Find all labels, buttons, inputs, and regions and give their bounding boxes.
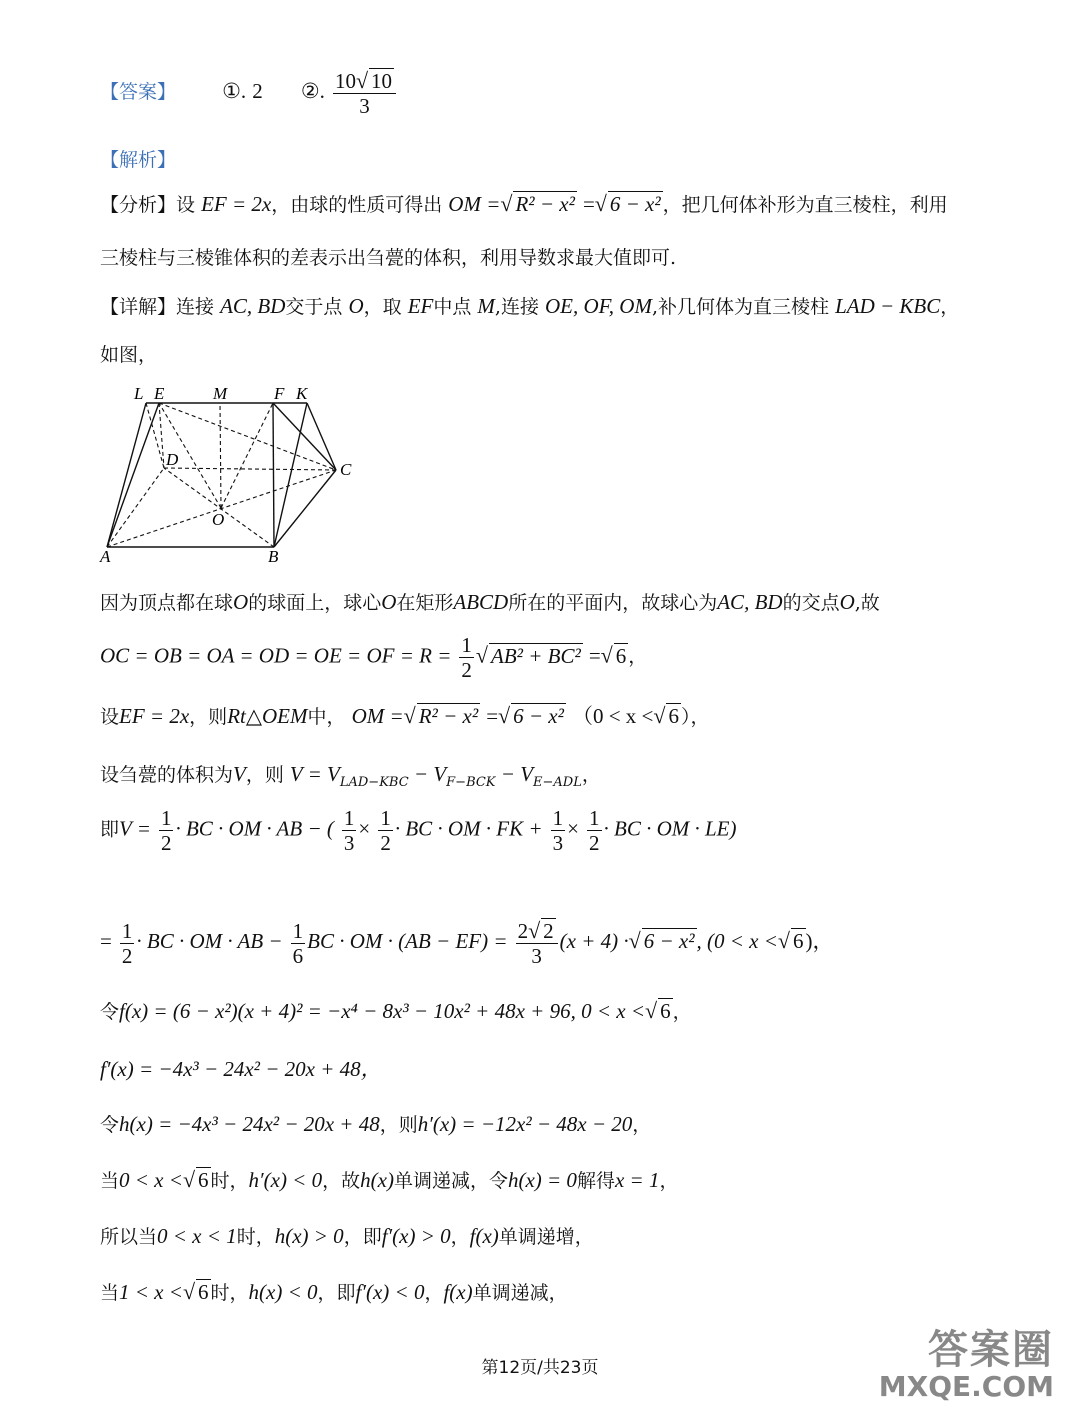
s6-rad2: 6: [793, 929, 804, 954]
xj-t6: ,补几何体为直三棱柱: [651, 296, 830, 318]
s2-frac-den: 2: [461, 658, 472, 683]
s3-cond-close: ），: [680, 706, 710, 728]
watermark-url: MXQE.COM: [878, 1370, 1054, 1403]
answer-tag: 【答案】: [100, 81, 177, 104]
answer-item2-radicand: 10: [371, 69, 393, 93]
s6-t5: )，: [805, 929, 834, 954]
s1-d: 所在的平面内，故球心为: [508, 592, 718, 614]
s12-a: 当: [100, 1282, 120, 1304]
edge-DC: [164, 468, 336, 470]
xiangjie-tag: 【详解】: [100, 296, 177, 318]
s11-a: 所以当: [100, 1226, 158, 1248]
s4-eq: V = V: [289, 762, 340, 786]
step-2: OC = OB = OA = OD = OE = OF = R = $\frac{1}{2}$ √ AB² + BC² =√ 6 ，: [100, 633, 648, 683]
step-8: [100, 1053, 382, 1083]
xj-e3: EF: [407, 294, 434, 318]
analysis-heading: [100, 145, 176, 172]
s3-eq: =: [486, 704, 499, 728]
s6-t2: BC · OM · (AB − EF) =: [307, 929, 508, 954]
step-11: [100, 1222, 594, 1249]
s1-o2: O: [381, 590, 397, 614]
s5-v: V =: [119, 816, 151, 841]
edge-BF: [273, 403, 274, 547]
s2-eq: =: [588, 643, 601, 668]
s7-end: ，: [672, 1001, 692, 1023]
answer-item2-denominator: 3: [359, 94, 370, 119]
s9-end: ，: [632, 1114, 652, 1136]
s10-a: 当: [100, 1170, 120, 1192]
edge-AC: [107, 470, 336, 547]
watermark-logo-text: 答案圈: [928, 1327, 1054, 1373]
label-A: A: [100, 547, 111, 565]
edge-AL: [107, 403, 146, 547]
s5-f5d: 2: [589, 831, 600, 856]
s1-o1: O: [233, 590, 249, 614]
s5-frac2: [342, 806, 357, 855]
s2-end: ，: [628, 645, 648, 668]
s5-f2n: 1: [343, 806, 355, 830]
s10-rad: 6: [198, 1168, 209, 1192]
s3-cond-open: （0 < x <: [571, 704, 654, 728]
s3-rad2: 6 − x²: [513, 704, 564, 728]
s5-frac4: [551, 806, 566, 855]
s11-cond: 0 < x < 1: [157, 1224, 237, 1248]
answer-item1-value: 2: [252, 79, 263, 104]
xj-e4: M: [477, 294, 495, 318]
s3-b: ，则: [189, 706, 228, 728]
s10-e: 解得: [576, 1170, 615, 1192]
s6-f1d: 2: [121, 943, 133, 968]
xj-t7: ，: [940, 296, 960, 318]
step-1: [100, 588, 880, 615]
s12-e: 单调递减，: [472, 1282, 568, 1304]
s10-h0: h(x) = 0: [507, 1168, 577, 1192]
s3-om: OM =: [351, 704, 404, 728]
s5-f4d: 3: [552, 831, 564, 856]
label-L: L: [134, 384, 144, 403]
s5-frac3: [378, 806, 393, 855]
s4-sub3: E−ADL: [533, 774, 582, 790]
answer-item1-mark: ①.: [222, 79, 247, 104]
s6-f3n-coef: 2: [517, 919, 529, 943]
edge-OM: [220, 403, 221, 508]
s6-frac2: [291, 919, 306, 968]
s11-d: ，: [450, 1226, 470, 1248]
xj-t5: ,连接: [494, 296, 539, 318]
s6-t3: (x + 4) ·: [559, 929, 629, 954]
xj-e5: OE, OF, OM: [545, 294, 652, 318]
s5-f3d: 2: [380, 831, 391, 856]
label-E: E: [154, 384, 165, 403]
s10-hx: h(x): [360, 1168, 394, 1192]
xj-t1: 连接: [176, 296, 215, 318]
s10-x1: x = 1: [614, 1168, 660, 1192]
s10-h: h′(x) < 0: [248, 1168, 323, 1192]
s5-f3n: 1: [380, 806, 391, 830]
s11-b: 时，: [236, 1226, 275, 1248]
s6-t4: , (0 < x <: [696, 929, 778, 954]
s12-rad: 6: [198, 1280, 209, 1304]
s12-h: h(x) < 0: [248, 1280, 318, 1304]
edge-KC: [307, 403, 336, 470]
s9-eq2: h′(x) = −12x² − 48x − 20: [417, 1112, 633, 1136]
edge-OF: [221, 403, 273, 508]
fenxi-text-c: ，把几何体补形为直三棱柱，利用: [662, 194, 948, 216]
fenxi-text-a: 设: [176, 194, 196, 216]
s6-f1n: 1: [121, 918, 133, 943]
s4-a: 设刍甍的体积为: [100, 764, 234, 786]
s5-f2d: 3: [343, 831, 355, 856]
step-5: [100, 806, 737, 855]
s1-a: 因为顶点都在球: [100, 592, 234, 614]
fenxi-eq1: EF = 2x: [201, 192, 272, 216]
xj-e6: LAD − KBC: [835, 294, 941, 318]
label-C: C: [340, 460, 352, 479]
s1-o3: O: [839, 590, 855, 614]
s7-rad: 6: [660, 999, 671, 1023]
s9-b: ，则: [379, 1114, 418, 1136]
s10-end: ，: [659, 1170, 679, 1192]
s12-b: 时，: [210, 1282, 249, 1304]
s5-a: 即: [100, 818, 120, 841]
step-10: 当0 < x <√ 6 时，h′(x) < 0，故h(x)单调递减，令h(x) = 0解得x = 1，: [100, 1167, 679, 1192]
s3-ef: EF = 2x: [119, 704, 190, 728]
fenxi-line-2: 三棱柱与三棱锥体积的差表示出刍甍的体积，利用导数求最大值即可.: [100, 247, 677, 269]
xj-t2: 交于点: [285, 296, 343, 318]
s7-a: 令: [100, 1001, 120, 1023]
s2-rad2: 6: [615, 643, 627, 668]
s2-frac: [459, 633, 474, 682]
s6-frac3: $\frac{2√ 2}{3}$: [516, 918, 558, 968]
s4-sub1: LAD−KBC: [339, 774, 409, 790]
s5-frac1: [159, 806, 174, 855]
s4-m2: − V: [495, 762, 534, 786]
s12-f: f′(x) < 0: [355, 1280, 425, 1304]
s5-f5n: 1: [589, 806, 600, 830]
s5-frac5: [587, 806, 602, 855]
s5-t2: · BC · OM · FK +: [394, 816, 543, 841]
fenxi-eq2-lhs: OM =: [448, 192, 501, 216]
s2-frac-num: 1: [461, 633, 472, 657]
label-B: B: [268, 547, 279, 565]
s3-rt: Rt△OEM: [227, 704, 308, 728]
s10-b: 时，: [210, 1170, 249, 1192]
s5-t1: · BC · OM · AB − (: [175, 816, 334, 841]
answer-item2-fraction: $\frac{10√ 10}{3}$: [333, 68, 396, 118]
s2-lhs: OC = OB = OA = OD = OE = OF = R =: [100, 643, 452, 668]
s3-c: 中，: [307, 706, 346, 728]
prism-figure: [96, 380, 366, 565]
s5-f1n: 1: [160, 806, 172, 830]
xiangjie-line-1: [100, 292, 959, 319]
edge-AE: [107, 403, 159, 547]
s10-cond: 0 < x <: [119, 1168, 183, 1192]
s6-f2d: 6: [292, 943, 304, 968]
s4-end: ，: [581, 764, 601, 786]
step-9: [100, 1110, 651, 1137]
s1-abcd: ABCD: [453, 590, 509, 614]
xj-e2: O: [348, 294, 364, 318]
s6-f2n: 1: [292, 918, 304, 943]
s4-sub2: F−BCK: [446, 774, 496, 790]
s8-eq: f′(x) = −4x³ − 24x² − 20x + 48，: [100, 1057, 382, 1081]
label-F: F: [274, 384, 285, 403]
step-7: 令f(x) = (6 − x²)(x + 4)² = −x⁴ − 8x³ − 10x² + 48x + 96, 0 < x <√ 6 ，: [100, 998, 692, 1023]
label-K: K: [296, 384, 308, 403]
step-3: 设EF = 2x，则Rt△OEM中， OM =√ R² − x² =√ 6 − x² （0 < x <√ 6 ），: [100, 703, 710, 728]
s1-c: 在矩形: [396, 592, 454, 614]
fenxi-line-1: 【分析】设 EF = 2x，由球的性质可得出 OM =√ R² − x² =√ 6 − x² ，把几何体补形为直三棱柱，利用: [100, 191, 948, 216]
s11-f: f′(x) > 0: [381, 1224, 451, 1248]
s6-rad: 6 − x²: [643, 929, 695, 954]
s6-f3n-rad: 2: [543, 919, 554, 943]
s3-a: 设: [100, 706, 120, 728]
s12-d: ，: [424, 1282, 444, 1304]
s1-f: ,故: [854, 592, 880, 614]
fenxi-eq2-rad1: R² − x²: [515, 192, 575, 216]
fenxi-text-b: ，由球的性质可得出: [271, 194, 443, 216]
s4-v: V: [233, 762, 246, 786]
s7-eq: f(x) = (6 − x²)(x + 4)² = −x⁴ − 8x³ − 10x² + 48x + 96, 0 < x <: [119, 999, 645, 1023]
s11-h: h(x) > 0: [274, 1224, 344, 1248]
xiangjie-line-2: 如图，: [100, 344, 158, 366]
label-D: D: [166, 450, 179, 469]
s9-a: 令: [100, 1114, 120, 1136]
s3-cond-rad: 6: [668, 704, 679, 728]
xj-t4: 中点: [433, 296, 472, 318]
s11-e: 单调递增，: [498, 1226, 594, 1248]
answer-item2-mark: ②.: [300, 79, 325, 104]
s12-fx: f(x): [443, 1280, 473, 1304]
s10-c: ，故: [322, 1170, 361, 1192]
page-footer: 第12页/共23页: [481, 1358, 599, 1378]
label-M: M: [213, 384, 228, 403]
s1-b: 的球面上，球心: [248, 592, 382, 614]
fenxi-eq2-rad2: 6 − x²: [609, 192, 661, 216]
answer-item2-coef: 10: [334, 69, 356, 93]
s1-e: 的交点: [782, 592, 840, 614]
s6-f3d: 3: [531, 944, 542, 969]
xj-t3: ，取: [363, 296, 402, 318]
s4-b: ，则: [245, 764, 284, 786]
s1-acbd: AC, BD: [717, 590, 783, 614]
s5-x1: ×: [358, 816, 371, 841]
s10-d: 单调递减，令: [393, 1170, 508, 1192]
label-O: O: [212, 510, 225, 529]
s12-cond: 1 < x <: [119, 1280, 183, 1304]
fenxi-eq2-eq: =: [582, 192, 595, 216]
s11-fx: f(x): [469, 1224, 499, 1248]
xj-e1: AC, BD: [220, 294, 286, 318]
analysis-tag: 【解析】: [100, 149, 177, 171]
s6-eq: =: [100, 929, 112, 954]
edge-BD: [164, 468, 274, 547]
fenxi-tag: 【分析】: [100, 194, 177, 216]
s12-c: ，即: [317, 1282, 356, 1304]
s11-c: ，即: [343, 1226, 382, 1248]
s3-rad1: R² − x²: [418, 704, 479, 728]
s6-t1: · BC · OM · AB −: [136, 929, 283, 954]
s5-f1d: 2: [160, 831, 172, 856]
edge-AD: [107, 468, 164, 547]
step-6: = $\frac{1}{2}$ · BC · OM · AB − $\frac{1}{6}$ BC · OM · (AB − EF) = $\frac{2√ 2}{3}$ (x + 4) ·√ 6 − x², (0 < x <√ 6)，: [100, 918, 834, 969]
s5-x2: ×: [567, 816, 579, 841]
s5-f4n: 1: [552, 806, 564, 830]
answer-line: [100, 68, 398, 118]
s5-t3: · BC · OM · LE): [603, 816, 737, 841]
s9-eq1: h(x) = −4x³ − 24x² − 20x + 48: [119, 1112, 380, 1136]
s4-m1: − V: [408, 762, 447, 786]
step-12: 当1 < x <√ 6 时，h(x) < 0，即f′(x) < 0，f(x)单调递减，: [100, 1279, 568, 1304]
edge-ME-diag: [159, 403, 336, 470]
s6-frac1: [120, 919, 135, 968]
s2-rad: AB² + BC²: [491, 643, 581, 668]
step-4: [100, 760, 601, 790]
